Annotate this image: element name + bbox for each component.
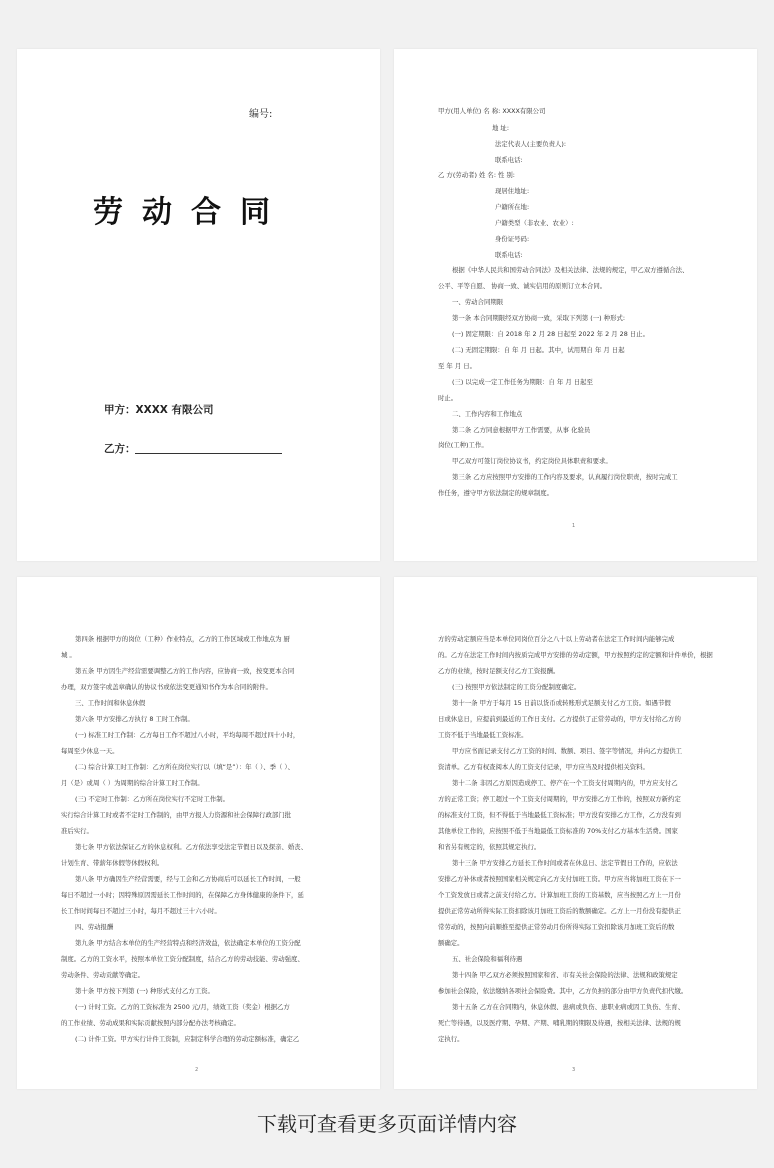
text-line: 户籍所在地: [495,203,530,211]
text-line: 第五条 甲方因生产经营需要调整乙方的工作内容，应协商一致，按变更本合同 [75,667,295,675]
text-line: 和省另有规定的，依照其规定执行。 [438,843,541,851]
text-line: 第七条 甲方依法保证乙方的休息权利。乙方依法享受法定节假日以及探亲、婚丧、 [75,843,308,851]
text-line: 准后实行。 [61,827,93,835]
cover-page [17,49,380,561]
text-line: 长工作时间每日不超过三小时，每月不超过三十六小时。 [61,907,221,915]
text-line: 安排乙方补休或者按照国家相关规定向乙方支付加班工资。甲方应当将加班工资在下一 [438,875,681,883]
text-line: 户籍类型（非农业、农业）: [495,219,574,227]
text-line: 制度。乙方的工资水平，按照本单位工资分配制度，结合乙方的劳动技能、劳动强度、 [61,955,304,963]
text-line: 个工资发放日或者之前支付给乙方。计算加班工资的工资基数，应当按照乙方上一月份 [438,891,681,899]
text-line: 至 年 月 日。 [438,362,477,370]
text-line: 第十三条 甲方安排乙方延长工作时间或者在休息日、法定节假日工作的，应依法 [452,859,678,867]
text-line: 身份证号码: [495,235,530,243]
text-line: 第三条 乙方应按照甲方安排的工作内容及要求，认真履行岗位职责，按时完成工 [452,473,678,481]
text-line: 乙方的业绩，按时足额支付乙方工资报酬。 [438,667,560,675]
text-line: 第十条 甲方按下列第 (一) 种形式支付乙方工资。 [75,987,214,995]
text-line: 工资不低于当地最低工资标准。 [438,731,528,739]
text-line: 岗位(工种)工作。 [438,441,488,449]
text-line: 第十一条 甲方于每月 15 日前以货币或转账形式足额支付乙方工资。如遇节假 [452,699,671,707]
text-line: (三) 不定时工作制：乙方所在岗位实行不定时工作制。 [75,795,230,803]
text-line: 常劳动的，按照向前顺推至提供正常劳动月份所得实际工资扣除该月加班工资后的数 [438,923,675,931]
contract-page-1 [394,49,757,561]
text-line: (二) 综合计算工时工作制：乙方所在岗位实行以（填“是”）：年（ ）、季（ ）、 [75,763,294,771]
text-line: (二) 计件工资。甲方实行计件工资制，应制定科学合理的劳动定额标准，确定乙 [75,1035,300,1043]
contract-number-label: 编号: [249,109,273,120]
contract-page-2 [17,577,380,1089]
text-line: 日或休息日，应提前到最近的工作日支付。乙方提供了正常劳动的，甲方支付给乙方的 [438,715,681,723]
text-line: 定执行。 [438,1035,464,1043]
text-line: 方的劳动定额应当是本单位同岗位百分之八十以上劳动者在法定工作时间内能够完成 [438,635,675,643]
text-line: 死亡等待遇，以及医疗期、孕期、产期、哺乳期的期限及待遇，按相关法律、法规的规 [438,1019,681,1027]
text-line: 三、工作时间和休息休假 [75,699,146,707]
party-b-blank-line [135,453,282,454]
text-line: 第二条 乙方同意根据甲方工作需要，从事 化验员 [452,426,591,434]
text-line: 乙 方(劳动者) 姓 名: 性 别: [438,171,515,179]
text-line: 四、劳动报酬 [75,923,114,931]
text-line: 实行综合计算工时或者不定时工作制的，由甲方报人力资源和社会保障行政部门批 [61,811,292,819]
text-line: 其他单位工作的，应按照不低于当地最低工资标准的 70%支付乙方基本生活费。国家 [438,827,678,835]
text-line: (三) 以完成一定工作任务为期限：自 年 月 日起至 [452,378,593,386]
text-line: 一、劳动合同期限 [452,298,504,306]
text-line: (三) 按照甲方依法制定的工资分配制度确定。 [452,683,581,691]
text-line: 联系电话: [495,251,523,259]
text-line: 的工作业绩、劳动成果和实际贡献按照内部分配办法考核确定。 [61,1019,240,1027]
text-line: 额确定。 [438,939,464,947]
text-line: 每日不超过一小时；因特殊原因需延长工作时间的，在保障乙方身体健康的条件下，延 [61,891,304,899]
text-line: 第八条 甲方确因生产经营需要，经与工会和乙方协商后可以延长工作时间，一般 [75,875,301,883]
text-line: 城 。 [61,651,76,659]
text-line: 劳动条件、劳动贡献等确定。 [61,971,145,979]
text-line: 方的正常工资；停工超过一个工资支付周期的，甲方安排乙方工作的，按照双方新约定 [438,795,681,803]
party-b-label: 乙方： [104,443,136,455]
text-line: 时止。 [438,394,458,402]
text-line: (二) 无固定期限：自 年 月 日起。其中，试用期自 年 月 日起 [452,346,625,354]
text-line: 办理，双方签字或盖章确认的协议书或依法变更通知书作为本合同的附件。 [61,683,272,691]
text-line: 第四条 根据甲方的岗位（工种）作业特点，乙方的工作区域或工作地点为 厨 [75,635,290,643]
text-line: 地 址: [492,124,509,132]
text-line: (一) 计时工资。乙方的工资标准为 2500 元/月，绩效工资（奖金）根据乙方 [75,1003,290,1011]
contract-page-3 [394,577,757,1089]
text-line: 第十五条 乙方在合同期内，休息休假、患病或负伤、患职业病或因工负伤、生育、 [452,1003,685,1011]
text-line: 甲乙双方可签订岗位协议书，约定岗位具体职责和要求。 [452,457,612,465]
page-number: 1 [572,523,576,529]
text-line: 的。乙方在法定工作时间内按质完成甲方安排的劳动定额，甲方按照约定的定额和计件单价，根据 [438,651,713,659]
text-line: 联系电话: [495,156,523,164]
text-line: 作任务，遵守甲方依法制定的规章制度。 [438,489,554,497]
text-line: 根据《中华人民共和国劳动合同法》及相关法律、法规的规定，甲乙双方遵循合法、 [452,266,689,274]
text-line: 的标准支付工资，但不得低于当地最低工资标准；甲方没有安排乙方工作，乙方没有到 [438,811,681,819]
text-line: 参加社会保险，依法缴纳各项社会保险费。其中，乙方负担的部分由甲方负责代扣代缴。 [438,987,688,995]
text-line: 公平、平等自愿、 协商一致、诚实信用的原则订立本合同。 [438,282,607,290]
text-line: 第一条 本合同期限经双方协商一致，采取下列第 (一) 种形式: [452,314,625,322]
text-line: 现居住地址: [495,187,530,195]
text-line: 甲方(用人单位) 名 称: XXXX有限公司 [438,107,546,115]
text-line: (一) 固定期限：自 2018 年 2 月 28 日起至 2022 年 2 月 28 日止。 [452,330,649,338]
text-line: (一) 标准工时工作制：乙方每日工作不超过八小时，平均每周不超过四十小时， [75,731,300,739]
text-line: 第十二条 非因乙方原因造成停工、停产在一个工资支付周期内的，甲方应支付乙 [452,779,678,787]
text-line: 月（是）或周（ ）为周期的综合计算工时工作制。 [61,779,204,787]
contract-title: 劳动合同 [93,195,289,230]
text-line: 五、社会保险和福利待遇 [452,955,523,963]
party-a-label: 甲方：XXXX 有限公司 [104,404,214,416]
text-line: 第十四条 甲乙双方必须按照国家和省、市有关社会保险的法律、法规和政策规定 [452,971,678,979]
text-line: 提供正常劳动所得实际工资扣除该月加班工资后的数额确定。乙方上一月份没有提供正 [438,907,681,915]
page-number: 3 [572,1067,576,1073]
text-line: 甲方应书面记录支付乙方工资的时间、数额、项目、签字等情况，并向乙方提供工 [452,747,683,755]
download-more-caption: 下载可查看更多页面详情内容 [257,1112,517,1136]
text-line: 法定代表人(主要负责人): [495,140,567,148]
text-line: 每周至少休息一天。 [61,747,119,755]
text-line: 第六条 甲方安排乙方执行 8 工时工作制。 [75,715,194,723]
page-number: 2 [195,1067,199,1073]
text-line: 计划生育、带薪年休假等休假权利。 [61,859,164,867]
text-line: 二、工作内容和工作地点 [452,410,523,418]
text-line: 第九条 甲方结合本单位的生产经营特点和经济效益，依法确定本单位的工资分配 [75,939,301,947]
text-line: 资清单。乙方有权查阅本人的工资支付记录，甲方应当及时提供相关资料。 [438,763,649,771]
